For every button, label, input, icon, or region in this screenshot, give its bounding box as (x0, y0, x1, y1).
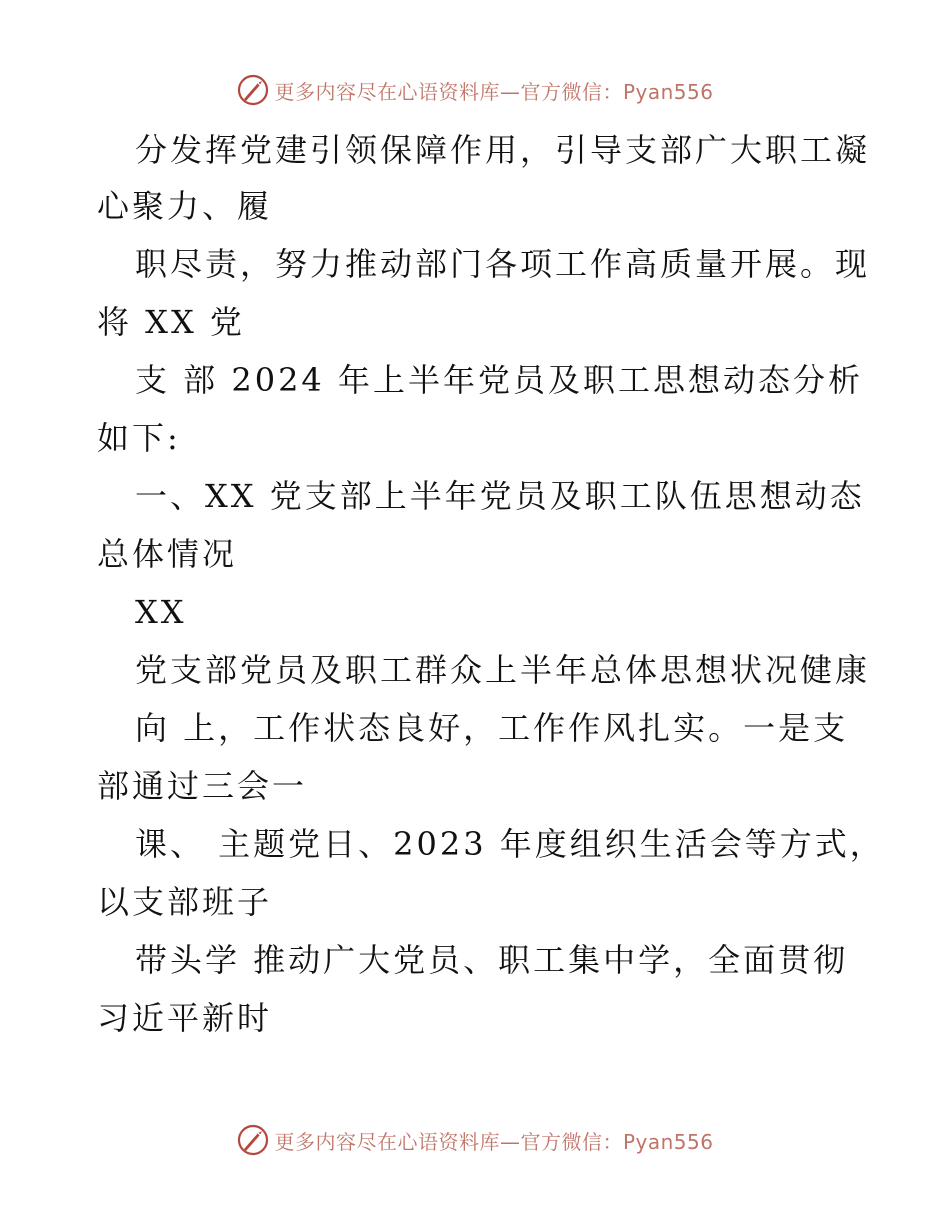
quill-pen-seal-icon (236, 1123, 270, 1157)
body-line-9: XX (135, 593, 187, 631)
body-line-6: 如下: (97, 419, 181, 457)
quill-pen-seal-icon (236, 73, 270, 107)
footer-banner (0, 1120, 950, 1160)
body-line-16: 习近平新时 (97, 999, 273, 1037)
body-line-8: 总体情况 (97, 535, 238, 573)
body-line-4: 将 XX 党 (97, 303, 245, 341)
body-line-7: 一、XX 党支部上半年党员及职工队伍思想动态 (135, 477, 865, 515)
body-line-1: 分发挥党建引领保障作用，引导支部广大职工凝 (135, 131, 871, 169)
body-line-11: 向 上，工作状态良好，工作作风扎实。一是支 (135, 709, 849, 747)
body-line-10: 党支部党员及职工群众上半年总体思想状况健康 (135, 651, 871, 689)
header-banner (0, 70, 950, 110)
header-banner-text: 更多内容尽在心语资料库—官方微信：Pyan556 (274, 79, 714, 104)
body-line-14: 以支部班子 (97, 883, 273, 921)
body-line-15: 带头学 推动广大党员、职工集中学，全面贯彻 (135, 941, 849, 979)
body-line-3: 职尽责，努力推动部门各项工作高质量开展。现 (135, 245, 871, 283)
footer-banner-text: 更多内容尽在心语资料库—官方微信：Pyan556 (274, 1129, 714, 1154)
body-line-12: 部通过三会一 (97, 767, 308, 805)
body-line-5: 支 部 2024 年上半年党员及职工思想动态分析 (135, 361, 863, 399)
body-line-13: 课、 主题党日、2023 年度组织生活会等方式， (135, 825, 885, 863)
body-line-2: 心聚力、履 (97, 187, 273, 225)
